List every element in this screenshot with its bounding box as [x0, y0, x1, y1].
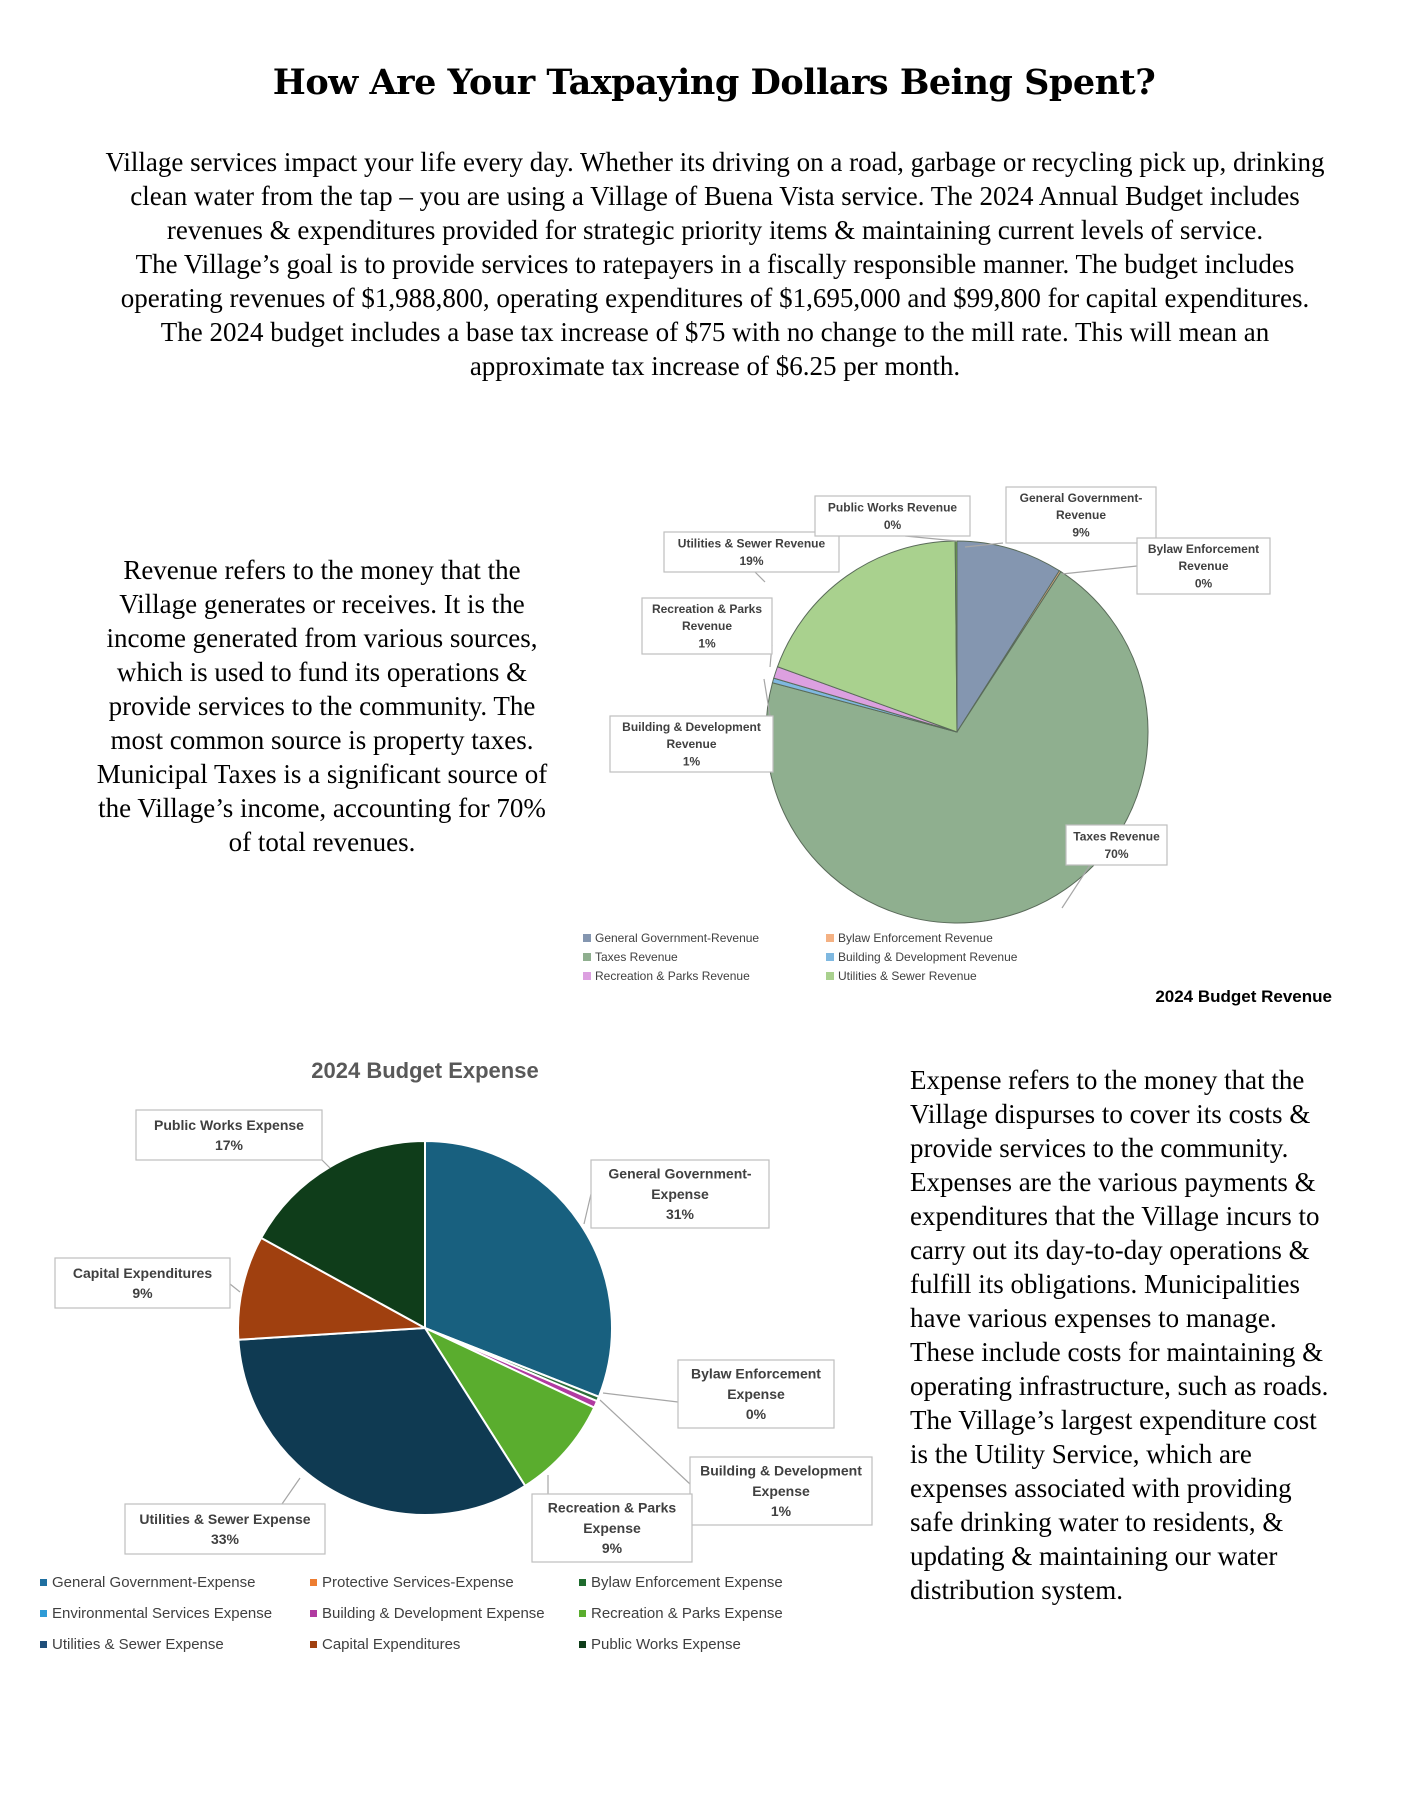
expense-callout-building-development-expense-percent: 1% — [770, 1503, 792, 1520]
expense-legend-recreation-parks-expense-swatch — [579, 1610, 586, 1617]
revenue-legend-recreation-parks-revenue-label: Recreation & Parks Revenue — [595, 969, 750, 983]
revenue-callout-bylaw-enforcement-revenue-leader-line — [1062, 566, 1137, 574]
expense-callout-public-works-expense-leader-line — [322, 1160, 330, 1168]
expense-callout-general-government-expense-label: Expense — [651, 1185, 709, 1202]
expense-legend-building-development-expense-label: Building & Development Expense — [322, 1605, 545, 1622]
intro-paragraph-2: The Village’s goal is to provide services to ratepayers in a fiscally responsible manner. The budget includes operating revenues of $1,988,800, operating expenditures of $1,695,000 and $99,800 for capital expenditures. — [120, 249, 1310, 313]
expense-callout-bylaw-enforcement-expense-label: Bylaw Enforcement — [691, 1365, 821, 1382]
revenue-callout-utilities-sewer-revenue-leader-line — [755, 572, 765, 582]
revenue-legend-utilities-sewer-revenue-swatch — [826, 972, 834, 980]
revenue-callout-taxes-revenue-label: Taxes Revenue — [1073, 829, 1160, 844]
expense-description: Expense refers to the money that the Village dispurses to cover its costs & provide services to the community. Expenses are the various payments & expenditures that the Village incurs to carry out its day-to-day operations & fulfill its obligations. Municipalities have various expenses to manage. These include costs for maintaining & operating infrastructure, such as roads. The Village’s largest expenditure cost is the Utility Service, which are expenses associated with providing safe drinking water to residents, & updating & maintaining our water distribution system. — [910, 1065, 1329, 1605]
revenue-legend-utilities-sewer-revenue-label: Utilities & Sewer Revenue — [838, 969, 977, 983]
revenue-callout-utilities-sewer-revenue-label: Utilities & Sewer Revenue — [677, 536, 826, 551]
expense-callout-recreation-parks-expense-label: Recreation & Parks — [547, 1499, 677, 1516]
revenue-callout-public-works-revenue-leader-line — [905, 536, 957, 541]
expense-callout-utilities-sewer-expense-leader-line — [282, 1478, 300, 1504]
expense-legend-environmental-services-expense-label: Environmental Services Expense — [52, 1605, 273, 1622]
revenue-callout-public-works-revenue-percent: 0% — [883, 517, 902, 532]
revenue-callout-recreation-parks-revenue-label: Revenue — [681, 619, 733, 634]
revenue-legend-recreation-parks-revenue-swatch — [583, 972, 591, 980]
revenue-chart-title: 2024 Budget Revenue — [1155, 987, 1332, 1006]
revenue-description: Revenue refers to the money that the Village generates or receives. It is the income generated from various sources, which is used to fund its operations & provide services to the community. The most common source is property taxes. Municipal Taxes is a significant source of the Village’s income, accounting for 70% of total revenues. — [96, 555, 548, 857]
revenue-callout-general-government-revenue-percent: 9% — [1072, 525, 1090, 540]
revenue-callout-recreation-parks-revenue-label: Recreation & Parks — [651, 601, 763, 616]
revenue-callout-building-development-revenue-label: Revenue — [666, 737, 717, 752]
expense-legend-protective-services-expense-label: Protective Services-Expense — [322, 1574, 514, 1591]
revenue-legend-building-development-revenue-swatch — [826, 953, 834, 961]
expense-legend-bylaw-enforcement-expense-swatch — [579, 1579, 586, 1586]
intro-paragraph-3: The 2024 budget includes a base tax increase of $75 with no change to the mill rate. This will mean an approximate tax increase of $6.25 per month. — [160, 317, 1270, 381]
expense-callout-utilities-sewer-expense-percent: 33% — [210, 1531, 240, 1548]
revenue-legend-building-development-revenue-label: Building & Development Revenue — [838, 950, 1018, 964]
expense-callout-recreation-parks-expense-label: Expense — [583, 1519, 641, 1536]
revenue-callout-public-works-revenue-label: Public Works Revenue — [827, 500, 958, 515]
expense-chart-title: 2024 Budget Expense — [311, 1058, 539, 1083]
expense-callout-general-government-expense-label: General Government- — [608, 1165, 752, 1182]
expense-legend-protective-services-expense-swatch — [310, 1579, 317, 1586]
expense-callout-public-works-expense-percent: 17% — [214, 1137, 244, 1154]
expense-legend-capital-expenditures-label: Capital Expenditures — [322, 1636, 461, 1653]
expense-callout-bylaw-enforcement-expense-label: Expense — [727, 1385, 785, 1402]
revenue-callout-bylaw-enforcement-revenue-label: Revenue — [1178, 559, 1229, 574]
revenue-callout-building-development-revenue-label: Building & Development — [622, 719, 761, 734]
expense-legend-environmental-services-expense-swatch — [40, 1610, 47, 1617]
expense-callout-capital-expenditures-leader-line — [230, 1284, 240, 1292]
expense-callout-public-works-expense-label: Public Works Expense — [154, 1116, 304, 1133]
intro-paragraph-1: Village services impact your life every day. Whether its driving on a road, garbage or recycling pick up, drinking clean water from the tap – you are using a Village of Buena Vista service. The 2024 Annual Budget includes revenues & expenditures provided for strategic priority items & maintaining current levels of service. — [105, 147, 1325, 245]
expense-legend-recreation-parks-expense-label: Recreation & Parks Expense — [591, 1605, 783, 1622]
revenue-legend-general-government-revenue-label: General Government-Revenue — [595, 931, 760, 945]
revenue-callout-bylaw-enforcement-revenue-label: Bylaw Enforcement — [1147, 541, 1260, 556]
revenue-legend-bylaw-enforcement-revenue-swatch — [826, 934, 834, 942]
revenue-callout-recreation-parks-revenue-percent: 1% — [698, 636, 716, 651]
expense-callout-bylaw-enforcement-expense-percent: 0% — [745, 1406, 767, 1423]
revenue-legend-taxes-revenue-label: Taxes Revenue — [595, 950, 678, 964]
expense-callout-building-development-expense-leader-line — [600, 1400, 690, 1484]
page-title: How Are Your Taxpaying Dollars Being Spent? — [272, 62, 1156, 103]
revenue-callout-general-government-revenue-label: General Government- — [1019, 490, 1143, 505]
revenue-callout-general-government-revenue-label: Revenue — [1055, 508, 1107, 523]
expense-legend-public-works-expense-swatch — [579, 1641, 586, 1648]
expense-callout-capital-expenditures-percent: 9% — [132, 1285, 153, 1302]
expense-legend-general-government-expense-label: General Government-Expense — [52, 1574, 256, 1591]
expense-callout-recreation-parks-expense-percent: 9% — [601, 1540, 623, 1557]
revenue-callout-bylaw-enforcement-revenue-percent: 0% — [1194, 576, 1213, 591]
expense-callout-general-government-expense-leader-line — [584, 1194, 591, 1224]
revenue-callout-building-development-revenue-percent: 1% — [682, 754, 701, 769]
revenue-legend-taxes-revenue-swatch — [583, 953, 591, 961]
expense-legend-bylaw-enforcement-expense-label: Bylaw Enforcement Expense — [591, 1574, 783, 1591]
expense-callout-building-development-expense-label: Building & Development — [700, 1462, 862, 1479]
expense-legend-utilities-sewer-expense-label: Utilities & Sewer Expense — [52, 1636, 224, 1653]
expense-legend-capital-expenditures-swatch — [310, 1641, 317, 1648]
expense-callout-capital-expenditures-label: Capital Expenditures — [72, 1264, 213, 1281]
revenue-pie-chart — [583, 487, 1332, 1006]
revenue-legend-general-government-revenue-swatch — [583, 934, 591, 942]
expense-callout-bylaw-enforcement-expense-leader-line — [603, 1393, 678, 1402]
expense-legend-public-works-expense-label: Public Works Expense — [591, 1636, 741, 1653]
expense-legend-utilities-sewer-expense-swatch — [40, 1641, 47, 1648]
expense-callout-building-development-expense-label: Expense — [752, 1482, 810, 1499]
expense-legend-building-development-expense-swatch — [310, 1610, 317, 1617]
expense-callout-general-government-expense-percent: 31% — [665, 1206, 695, 1223]
revenue-callout-utilities-sewer-revenue-percent: 19% — [739, 553, 764, 568]
expense-callout-utilities-sewer-expense-label: Utilities & Sewer Expense — [139, 1510, 311, 1527]
revenue-legend-bylaw-enforcement-revenue-label: Bylaw Enforcement Revenue — [838, 931, 993, 945]
expense-pie-chart — [40, 1058, 872, 1653]
revenue-callout-taxes-revenue-percent: 70% — [1104, 846, 1129, 861]
expense-legend-general-government-expense-swatch — [40, 1579, 47, 1586]
